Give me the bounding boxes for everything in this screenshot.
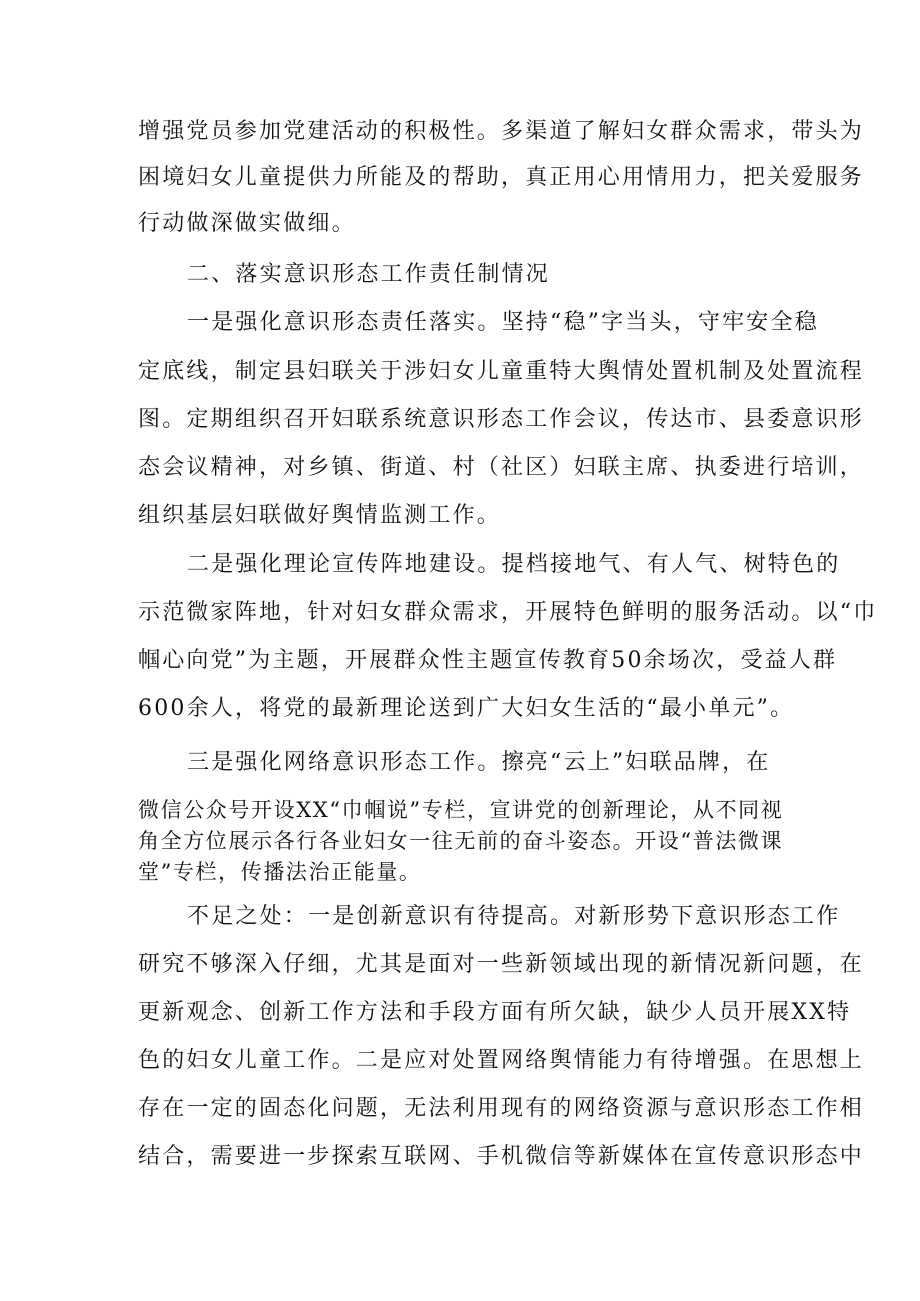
section-heading: 二、落实意识形态工作责任制情况 — [187, 262, 551, 287]
paragraph-line: 堂”专栏，传播法治正能量。 — [138, 860, 422, 884]
paragraph-line: 微信公众号开设XX“巾帼说”专栏，宣讲党的创新理论，从不同视 — [138, 798, 784, 822]
paragraph-line: 帼心向党”为主题，开展群众性主题宣传教育50余场次，受益人群 — [138, 648, 838, 673]
paragraph-line: 角全方位展示各行各业妇女一往无前的奋斗姿态。开设“普法微课 — [138, 829, 784, 853]
paragraph-line: 600余人，将党的最新理论送到广大妇女生活的“最小单元”。 — [138, 696, 795, 721]
paragraph-line: 态会议精神，对乡镇、街道、村（社区）妇联主席、执委进行培训， — [138, 455, 865, 480]
paragraph-line: 研究不够深入仔细，尤其是面对一些新领域出现的新情况新问题，在 — [138, 952, 865, 977]
paragraph-line: 定底线，制定县妇联关于涉妇女儿童重特大舆情处置机制及处置流程 — [138, 359, 865, 384]
paragraph-line: 色的妇女儿童工作。二是应对处置网络舆情能力有待增强。在思想上 — [138, 1048, 865, 1073]
paragraph-line: 三是强化网络意识形态工作。擦亮“云上”妇联品牌，在 — [187, 750, 771, 775]
paragraph-line: 结合，需要进一步探索互联网、手机微信等新媒体在宣传意识形态中 — [138, 1144, 865, 1169]
paragraph-line: 组织基层妇联做好舆情监测工作。 — [138, 503, 502, 528]
paragraph-line: 示范微家阵地，针对妇女群众需求，开展特色鲜明的服务活动。以“巾 — [138, 600, 878, 625]
paragraph-line: 存在一定的固态化问题，无法利用现有的网络资源与意识形态工作相 — [138, 1096, 865, 1121]
paragraph-line: 行动做深做实做细。 — [138, 211, 356, 236]
paragraph-line: 二是强化理论宣传阵地建设。提档接地气、有人气、树特色的 — [187, 552, 841, 577]
paragraph-line: 不足之处：一是创新意识有待提高。对新形势下意识形态工作 — [187, 904, 841, 929]
paragraph-line: 困境妇女儿童提供力所能及的帮助，真正用心用情用力，把关爱服务 — [138, 165, 865, 190]
paragraph-line: 一是强化意识形态责任落实。坚持“稳”字当头，守牢安全稳 — [187, 310, 819, 335]
paragraph-line: 更新观念、创新工作方法和手段方面有所欠缺，缺少人员开展XX特 — [138, 1000, 852, 1025]
paragraph-line: 增强党员参加党建活动的积极性。多渠道了解妇女群众需求，带头为 — [138, 119, 865, 144]
paragraph-line: 图。定期组织召开妇联系统意识形态工作会议，传达市、县委意识形 — [138, 407, 865, 432]
